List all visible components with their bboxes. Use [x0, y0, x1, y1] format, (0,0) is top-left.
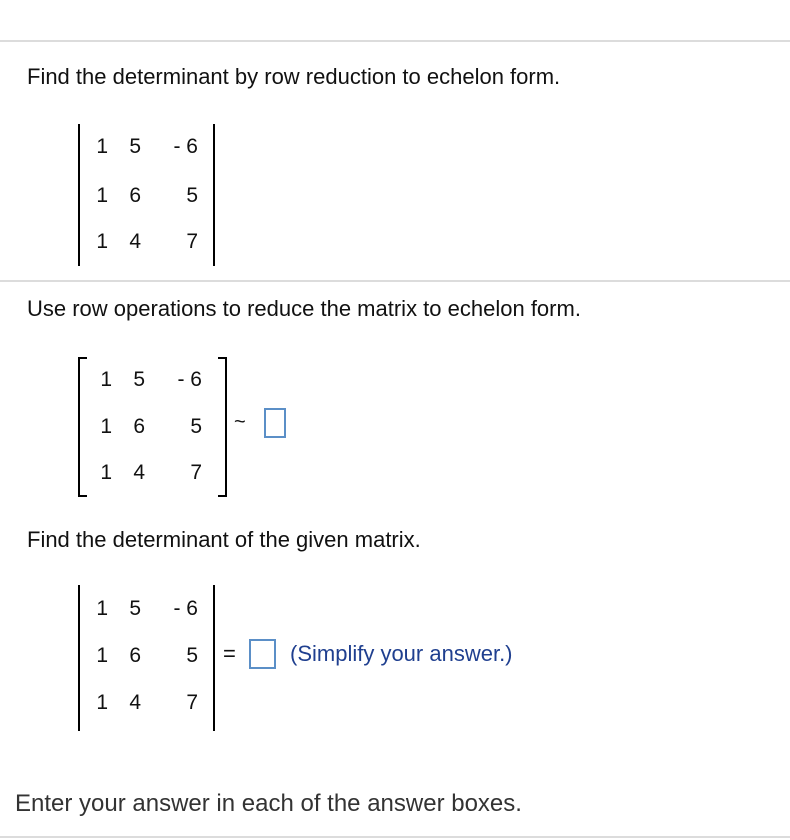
part1-right-bar	[213, 124, 215, 266]
part3-cell-2-2: 7	[186, 691, 198, 714]
part3-cell-0-0: 1	[96, 597, 108, 620]
part1-cell-2-2: 7	[186, 230, 198, 253]
part1-cell-1-2: 5	[186, 184, 198, 207]
echelon-form-answer-box[interactable]	[264, 408, 286, 438]
part2-cell-2-2: 7	[190, 461, 202, 484]
part1-cell-2-0: 1	[96, 230, 108, 253]
part3-left-bar	[78, 585, 80, 731]
part2-cell-1-0: 1	[100, 415, 112, 438]
part3-cell-2-0: 1	[96, 691, 108, 714]
part3-cell-1-1: 6	[129, 644, 141, 667]
row-equivalence-symbol: ~	[234, 411, 246, 433]
bottom-divider	[0, 836, 790, 838]
part3-cell-0-1: 5	[129, 597, 141, 620]
part3-cell-2-1: 4	[129, 691, 141, 714]
part1-cell-1-0: 1	[96, 184, 108, 207]
determinant-answer-box[interactable]	[249, 639, 276, 669]
part2-cell-1-2: 5	[190, 415, 202, 438]
part3-cell-1-2: 5	[186, 644, 198, 667]
part3-cell-0-2: - 6	[173, 597, 198, 620]
footer-instruction: Enter your answer in each of the answer boxes.	[15, 790, 522, 817]
top-divider	[0, 40, 790, 42]
part2-cell-0-2: - 6	[177, 368, 202, 391]
part2-left-bracket	[78, 357, 87, 497]
part1-prompt: Find the determinant by row reduction to echelon form.	[27, 64, 561, 89]
part2-prompt: Use row operations to reduce the matrix to echelon form.	[27, 296, 581, 321]
equals-sign: =	[223, 641, 236, 666]
part3-prompt: Find the determinant of the given matrix.	[27, 527, 421, 552]
part2-right-bracket	[218, 357, 227, 497]
part2-cell-2-0: 1	[100, 461, 112, 484]
middle-divider	[0, 280, 790, 282]
part1-cell-0-0: 1	[96, 135, 108, 158]
part2-cell-0-0: 1	[100, 368, 112, 391]
part1-cell-2-1: 4	[129, 230, 141, 253]
simplify-hint: (Simplify your answer.)	[290, 641, 513, 666]
part1-cell-1-1: 6	[129, 184, 141, 207]
part2-cell-1-1: 6	[133, 415, 145, 438]
part1-cell-0-2: - 6	[173, 135, 198, 158]
part1-cell-0-1: 5	[129, 135, 141, 158]
part3-right-bar	[213, 585, 215, 731]
part1-left-bar	[78, 124, 80, 266]
part3-cell-1-0: 1	[96, 644, 108, 667]
part2-cell-2-1: 4	[133, 461, 145, 484]
part2-cell-0-1: 5	[133, 368, 145, 391]
